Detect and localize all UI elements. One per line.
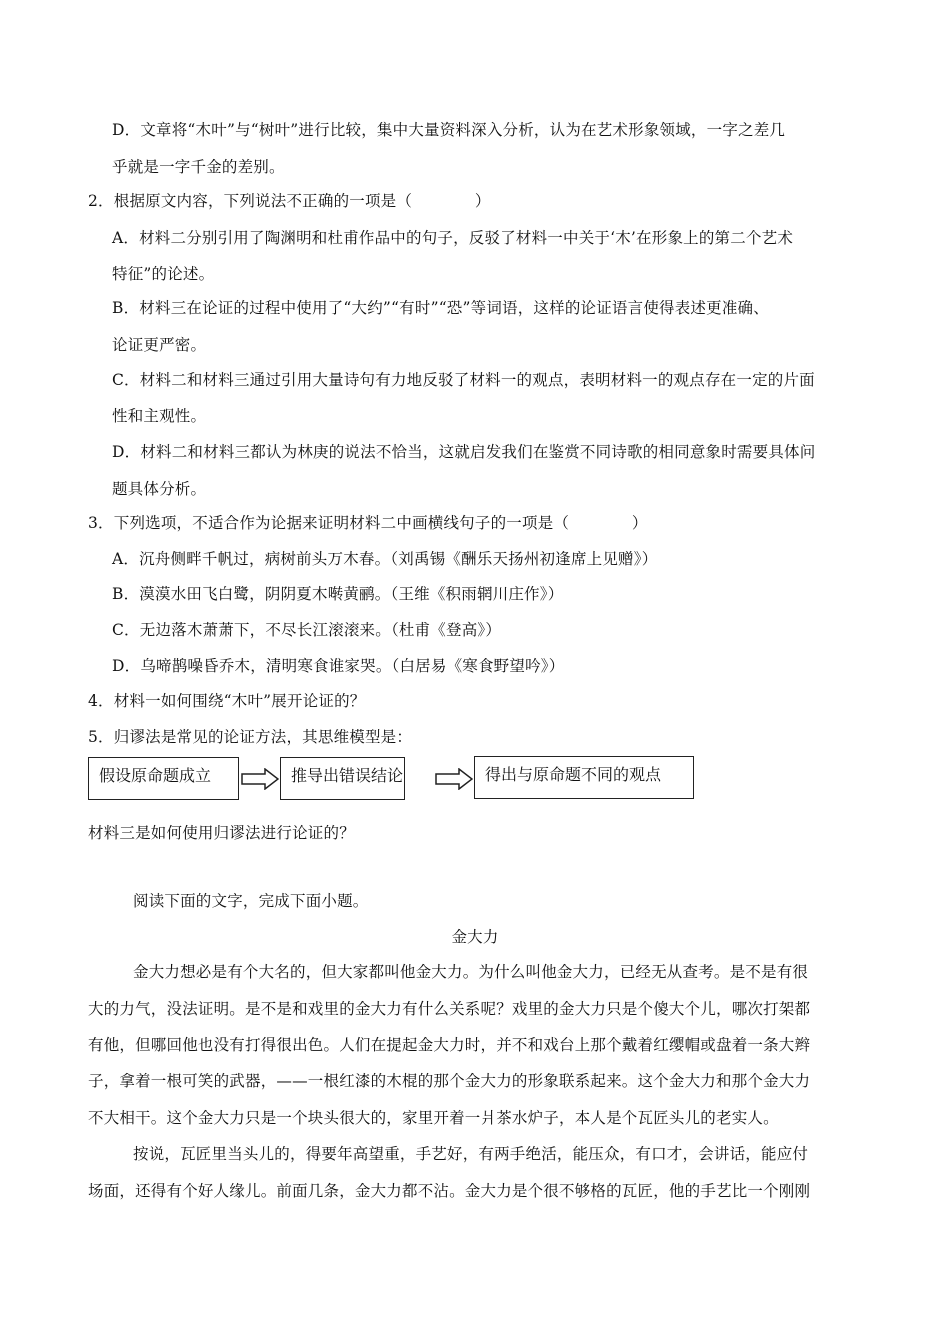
paragraph-line: 不大相干。这个金大力只是一个块头很大的，家里开着一爿茶水炉子，本人是个瓦匠头儿的老实人。	[88, 1109, 779, 1127]
q5-followup: 材料三是如何使用归谬法进行论证的？	[88, 824, 355, 842]
q3-option-c: C．无边落木萧萧下，不尽长江滚滚来。（杜甫《登高》）	[112, 621, 502, 639]
paragraph-line: 子，拿着一根可笑的武器，——一根红漆的木棍的那个金大力的形象联系起来。这个金大力和那个金大力	[88, 1072, 811, 1090]
q2-option-a-line2: 特征”的论述。	[112, 265, 215, 283]
paragraph-line: 有他，但哪回他也没有打得很出色。人们在提起金大力时，并不和戏台上那个戴着红缨帽或盘着一条大辫	[88, 1036, 811, 1054]
passage-title: 金大力	[451, 928, 499, 946]
paragraph-line: 按说，瓦匠里当头儿的，得要年高望重，手艺好，有两手绝活，能压众，有口才，会讲话，能应付	[133, 1145, 809, 1163]
q5-stem: 5．归谬法是常见的论证方法，其思维模型是：	[88, 728, 413, 746]
q2-option-c-line2: 性和主观性。	[112, 407, 207, 425]
q3-option-b: B．漠漠水田飞白鹭，阴阴夏木啭黄鹂。（王维《积雨辋川庄作》）	[112, 585, 564, 603]
q2-option-d-line2: 题具体分析。	[112, 480, 207, 498]
q2-option-a-line1: A．材料二分别引用了陶渊明和杜甫作品中的句子，反驳了材料一中关于‘木’在形象上的第二个艺术	[112, 229, 794, 247]
q2-option-b-line2: 论证更严密。	[112, 336, 207, 354]
q3-option-d: D．乌啼鹊噪昏乔木，清明寒食谁家哭。（白居易《寒食野望吟》）	[112, 657, 565, 675]
q3-option-a: A．沉舟侧畔千帆过，病树前头万木春。（刘禹锡《酬乐天扬州初逢席上见赠》）	[112, 550, 658, 568]
paragraph-line: 大的力气，没法证明。是不是和戏里的金大力有什么关系呢？戏里的金大力只是个傻大个儿，哪次打架都	[88, 1000, 811, 1018]
q2-option-d-line1: D．材料二和材料三都认为林庚的说法不恰当，这就启发我们在鉴赏不同诗歌的相同意象时需要具体问	[112, 443, 816, 461]
q3-stem: 3．下列选项，不适合作为论据来证明材料二中画横线句子的一项是（ ）	[88, 514, 648, 532]
q2-option-c-line1: C．材料二和材料三通过引用大量诗句有力地反驳了材料一的观点，表明材料一的观点存在一定的片面	[112, 371, 815, 389]
q2-option-b-line1: B．材料三在论证的过程中使用了“大约”“有时”“恐”等词语，这样的论证语言使得表述更准确、	[112, 299, 769, 317]
paragraph-line: 金大力想必是有个大名的，但大家都叫他金大力。为什么叫他金大力，已经无从查考。是不是有很	[133, 963, 809, 981]
flow-arrow-right-icon	[435, 768, 473, 790]
flow-arrow-right-icon	[241, 768, 279, 790]
q1-option-d-line2: 乎就是一字千金的差别。	[112, 158, 285, 176]
q1-option-d-line1: D．文章将“木叶”与“树叶”进行比较，集中大量资料深入分析，认为在艺术形象领域，一字之差几	[112, 121, 786, 139]
flow-step-derive: 推导出错误结论	[280, 757, 405, 800]
q4-stem: 4．材料一如何围绕“木叶”展开论证的？	[88, 692, 366, 710]
flow-step-conclude: 得出与原命题不同的观点	[474, 756, 694, 799]
flow-step-assume: 假设原命题成立	[88, 757, 239, 800]
paragraph-line: 场面，还得有个好人缘儿。前面几条，金大力都不沾。金大力是个很不够格的瓦匠，他的手艺比一个刚刚	[88, 1182, 811, 1200]
q2-stem: 2．根据原文内容，下列说法不正确的一项是（ ）	[88, 192, 491, 210]
reading-instruction: 阅读下面的文字，完成下面小题。	[133, 892, 369, 910]
